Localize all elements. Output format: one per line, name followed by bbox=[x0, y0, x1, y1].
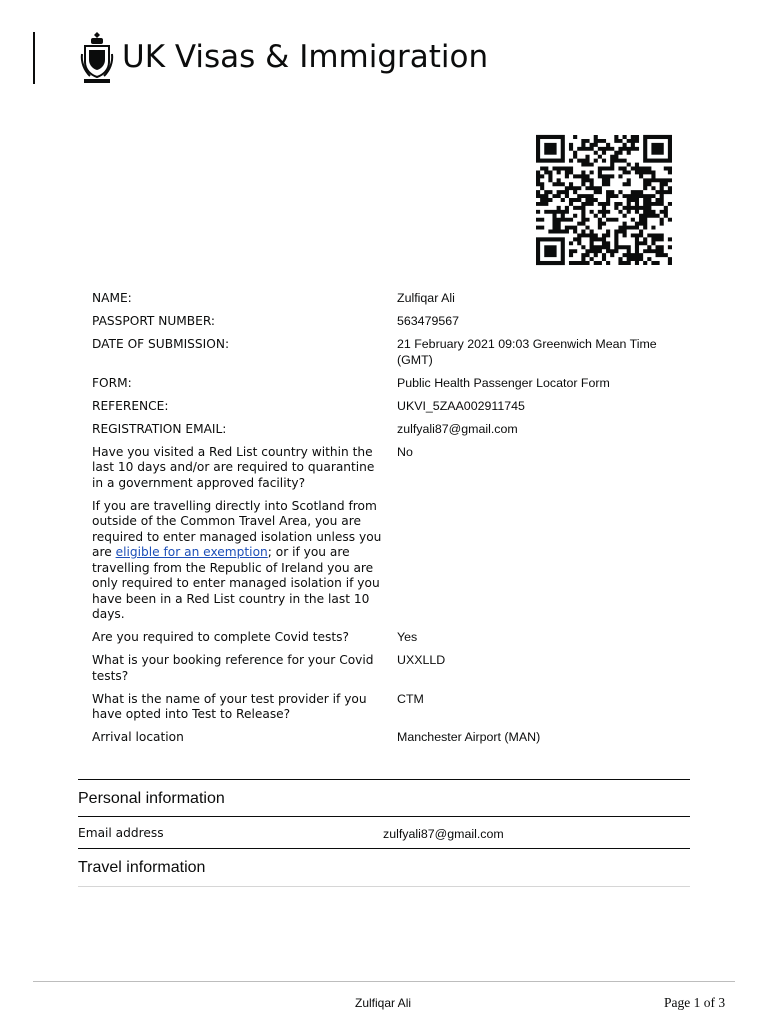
summary-row-arrival bbox=[92, 730, 692, 746]
page-number: Page 1 of 3 bbox=[664, 995, 726, 1010]
summary-row-test-provider bbox=[92, 692, 692, 723]
exemption-link[interactable]: eligible for an exemption bbox=[115, 545, 268, 559]
footer-divider bbox=[33, 981, 735, 982]
row-label: What is your booking reference for your Covid tests? bbox=[92, 653, 374, 683]
summary-row-form bbox=[92, 376, 692, 392]
row-label: What is the name of your test provider if you have opted into Test to Release? bbox=[92, 691, 367, 721]
header-divider bbox=[33, 32, 35, 84]
section-divider bbox=[78, 848, 690, 849]
row-value: Yes bbox=[397, 630, 418, 644]
summary-row-date bbox=[92, 337, 692, 368]
travel-info-section bbox=[78, 859, 690, 877]
row-label: Arrival location bbox=[92, 730, 184, 744]
row-label: FORM: bbox=[92, 375, 132, 390]
summary-row-email bbox=[92, 422, 692, 438]
section-divider bbox=[78, 886, 690, 887]
row-value: 21 February 2021 09:03 Greenwich Mean Time (GMT) bbox=[397, 337, 657, 367]
summary-row-scotland bbox=[92, 499, 692, 623]
row-value: Public Health Passenger Locator Form bbox=[397, 375, 610, 390]
summary-row-red-list bbox=[92, 445, 692, 492]
summary-table bbox=[92, 291, 692, 753]
section-divider bbox=[78, 779, 690, 780]
row-label: REFERENCE: bbox=[92, 398, 169, 413]
row-value: Manchester Airport (MAN) bbox=[397, 730, 541, 744]
row-value-empty bbox=[397, 499, 692, 623]
email-label: Email address bbox=[78, 826, 164, 840]
email-value: zulfyali87@gmail.com bbox=[383, 827, 504, 841]
personal-info-section bbox=[78, 790, 690, 808]
scotland-text-before: If you are travelling directly into Scotland from outside of the Common Travel Area, you are required to enter managed isolation unless you are bbox=[92, 498, 382, 559]
summary-row-booking-ref bbox=[92, 653, 692, 684]
row-label: PASSPORT NUMBER: bbox=[92, 314, 216, 328]
section-divider bbox=[78, 816, 690, 817]
row-value: zulfyali87@gmail.com bbox=[397, 421, 518, 436]
footer-name: Zulfiqar Ali bbox=[355, 996, 412, 1010]
row-value: CTM bbox=[397, 691, 424, 706]
row-value: 563479567 bbox=[397, 314, 460, 328]
qr-code-icon bbox=[528, 127, 680, 273]
summary-row-covid-tests bbox=[92, 630, 692, 646]
section-title: Travel information bbox=[78, 859, 206, 876]
row-label: REGISTRATION EMAIL: bbox=[92, 421, 227, 436]
header bbox=[30, 28, 530, 88]
summary-row-name bbox=[92, 291, 692, 307]
summary-row-reference bbox=[92, 399, 692, 415]
row-value: Zulfiqar Ali bbox=[397, 291, 455, 305]
scotland-text-after: ; or if you are travelling from the Republic of Ireland you are only required to enter managed isolation if you have been in a Red List country in the last 10 days. bbox=[92, 545, 380, 621]
row-value: UXXLLD bbox=[397, 653, 446, 667]
row-label: NAME: bbox=[92, 291, 132, 305]
scotland-notice bbox=[92, 499, 397, 623]
row-label: Are you required to complete Covid tests? bbox=[92, 630, 349, 644]
royal-coat-of-arms-icon bbox=[80, 30, 114, 86]
row-value: No bbox=[397, 444, 413, 459]
row-value: UKVI_5ZAA002911745 bbox=[397, 398, 525, 413]
brand-title: UK Visas & Immigration bbox=[122, 39, 489, 75]
row-label: DATE OF SUBMISSION: bbox=[92, 337, 230, 351]
section-title: Personal information bbox=[78, 790, 225, 807]
row-label: Have you visited a Red List country within the last 10 days and/or are required to quarantine in a government approved facility? bbox=[92, 444, 375, 490]
summary-row-passport bbox=[92, 314, 692, 330]
